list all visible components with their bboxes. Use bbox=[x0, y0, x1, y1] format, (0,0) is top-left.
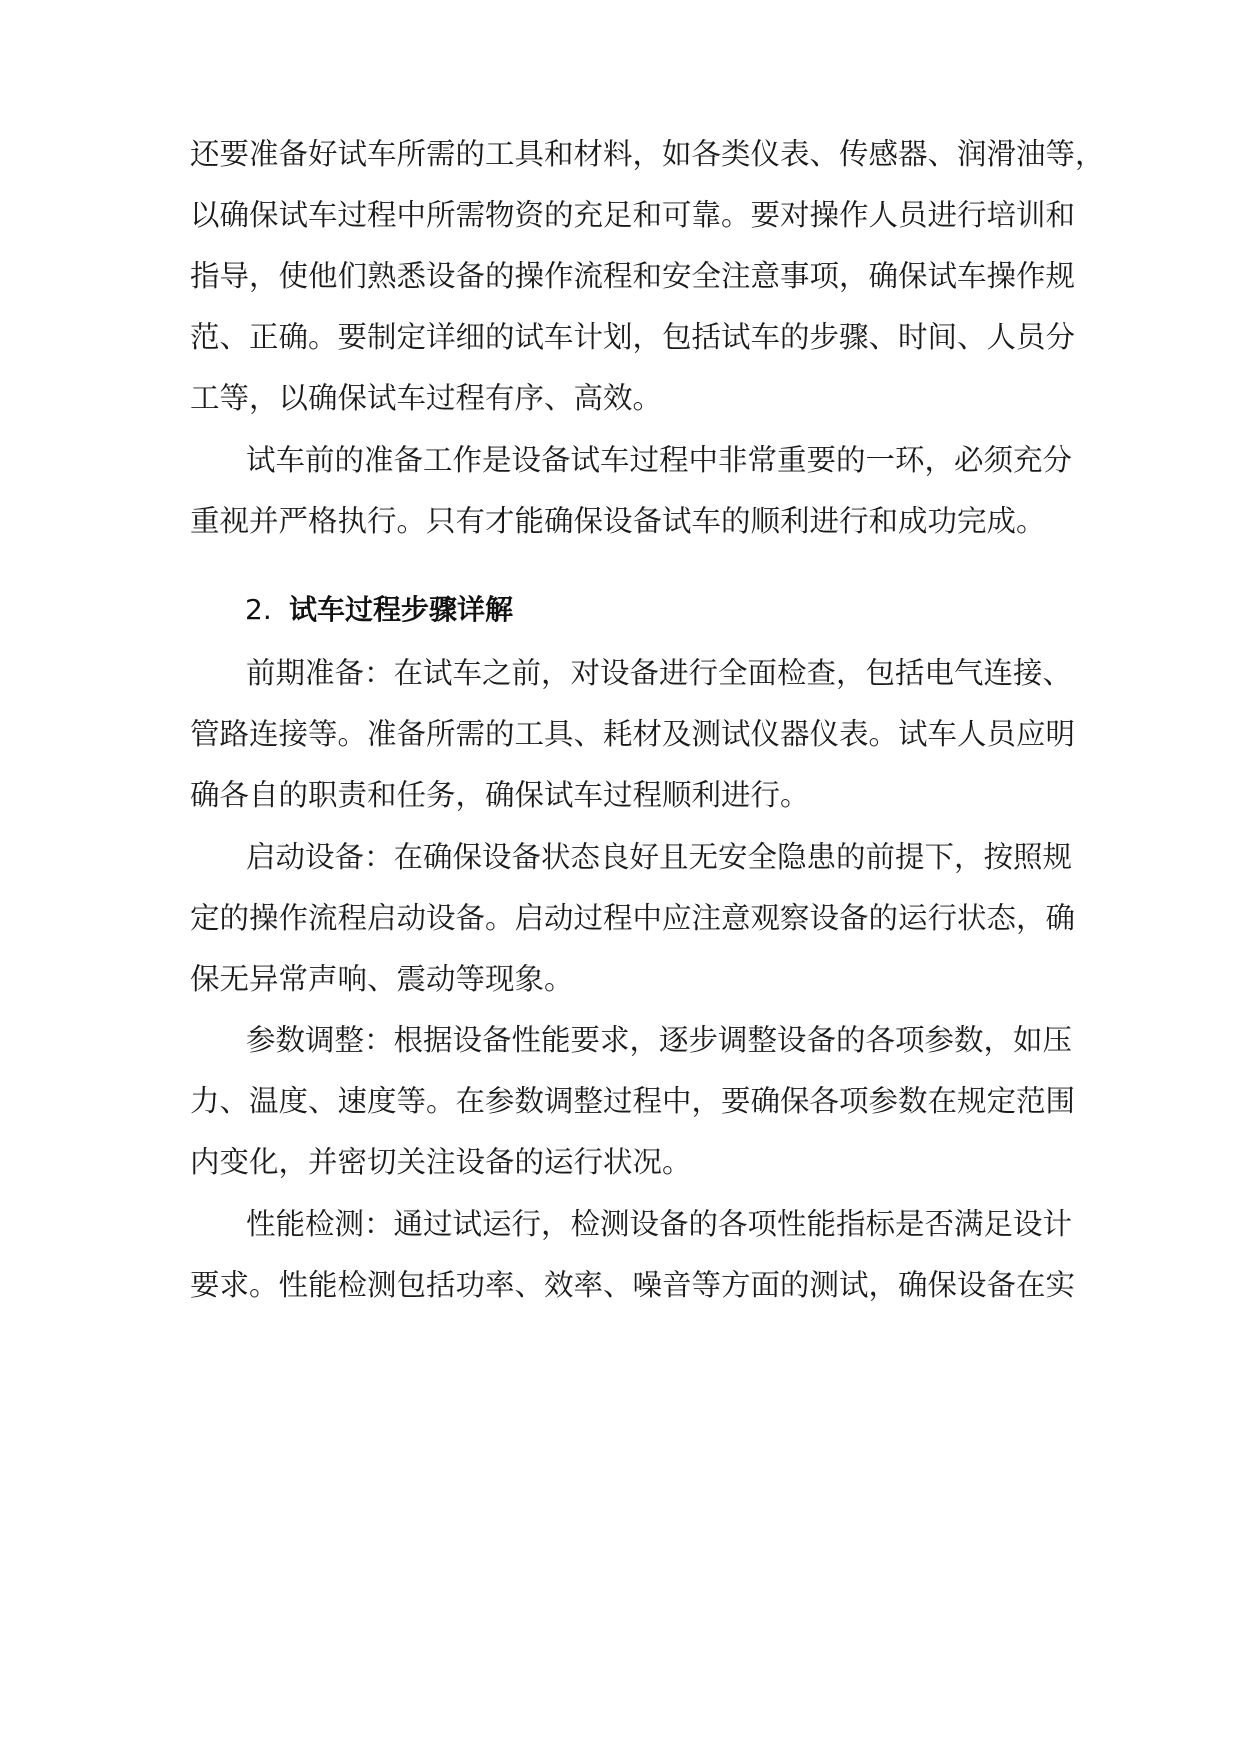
paragraph-4-line-2: 定的操作流程启动设备。启动过程中应注意观察设备的运行状态，确 bbox=[190, 901, 1076, 935]
paragraph-1-line-5: 工等，以确保试车过程有序、高效。 bbox=[190, 381, 663, 415]
paragraph-1-line-4: 范、正确。要制定详细的试车计划，包括试车的步骤、时间、人员分 bbox=[190, 320, 1076, 354]
paragraph-3-line-1: 前期准备：在试车之前，对设备进行全面检查，包括电气连接、 bbox=[246, 656, 1073, 690]
paragraph-5-line-3: 内变化，并密切关注设备的运行状况。 bbox=[190, 1145, 692, 1179]
paragraph-5-line-1: 参数调整：根据设备性能要求，逐步调整设备的各项参数，如压 bbox=[246, 1023, 1073, 1057]
paragraph-1-line-2: 以确保试车过程中所需物资的充足和可靠。要对操作人员进行培训和 bbox=[190, 198, 1076, 232]
paragraph-3-line-3: 确各自的职责和任务，确保试车过程顺利进行。 bbox=[190, 778, 810, 812]
paragraph-4-line-3: 保无异常声响、震动等现象。 bbox=[190, 962, 574, 996]
paragraph-1-line-3: 指导，使他们熟悉设备的操作流程和安全注意事项，确保试车操作规 bbox=[190, 259, 1076, 293]
paragraph-4-line-1: 启动设备：在确保设备状态良好且无安全隐患的前提下，按照规 bbox=[246, 840, 1073, 874]
section-title: 试车过程步骤详解 bbox=[289, 593, 514, 626]
paragraph-3-line-2: 管路连接等。准备所需的工具、耗材及测试仪器仪表。试车人员应明 bbox=[190, 717, 1076, 751]
section-number: 2. bbox=[245, 593, 272, 626]
paragraph-6-line-1: 性能检测：通过试运行，检测设备的各项性能指标是否满足设计 bbox=[246, 1207, 1073, 1241]
paragraph-5-line-2: 力、温度、速度等。在参数调整过程中，要确保各项参数在规定范围 bbox=[190, 1084, 1076, 1118]
paragraph-6-line-2: 要求。性能检测包括功率、效率、噪音等方面的测试，确保设备在实 bbox=[190, 1268, 1076, 1302]
paragraph-2-line-2: 重视并严格执行。只有才能确保设备试车的顺利进行和成功完成。 bbox=[190, 504, 1046, 538]
section-heading bbox=[245, 592, 513, 628]
paragraph-2-line-1: 试车前的准备工作是设备试车过程中非常重要的一环，必须充分 bbox=[246, 443, 1073, 477]
paragraph-1-line-1: 还要准备好试车所需的工具和材料，如各类仪表、传感器、润滑油等， bbox=[190, 137, 1105, 171]
